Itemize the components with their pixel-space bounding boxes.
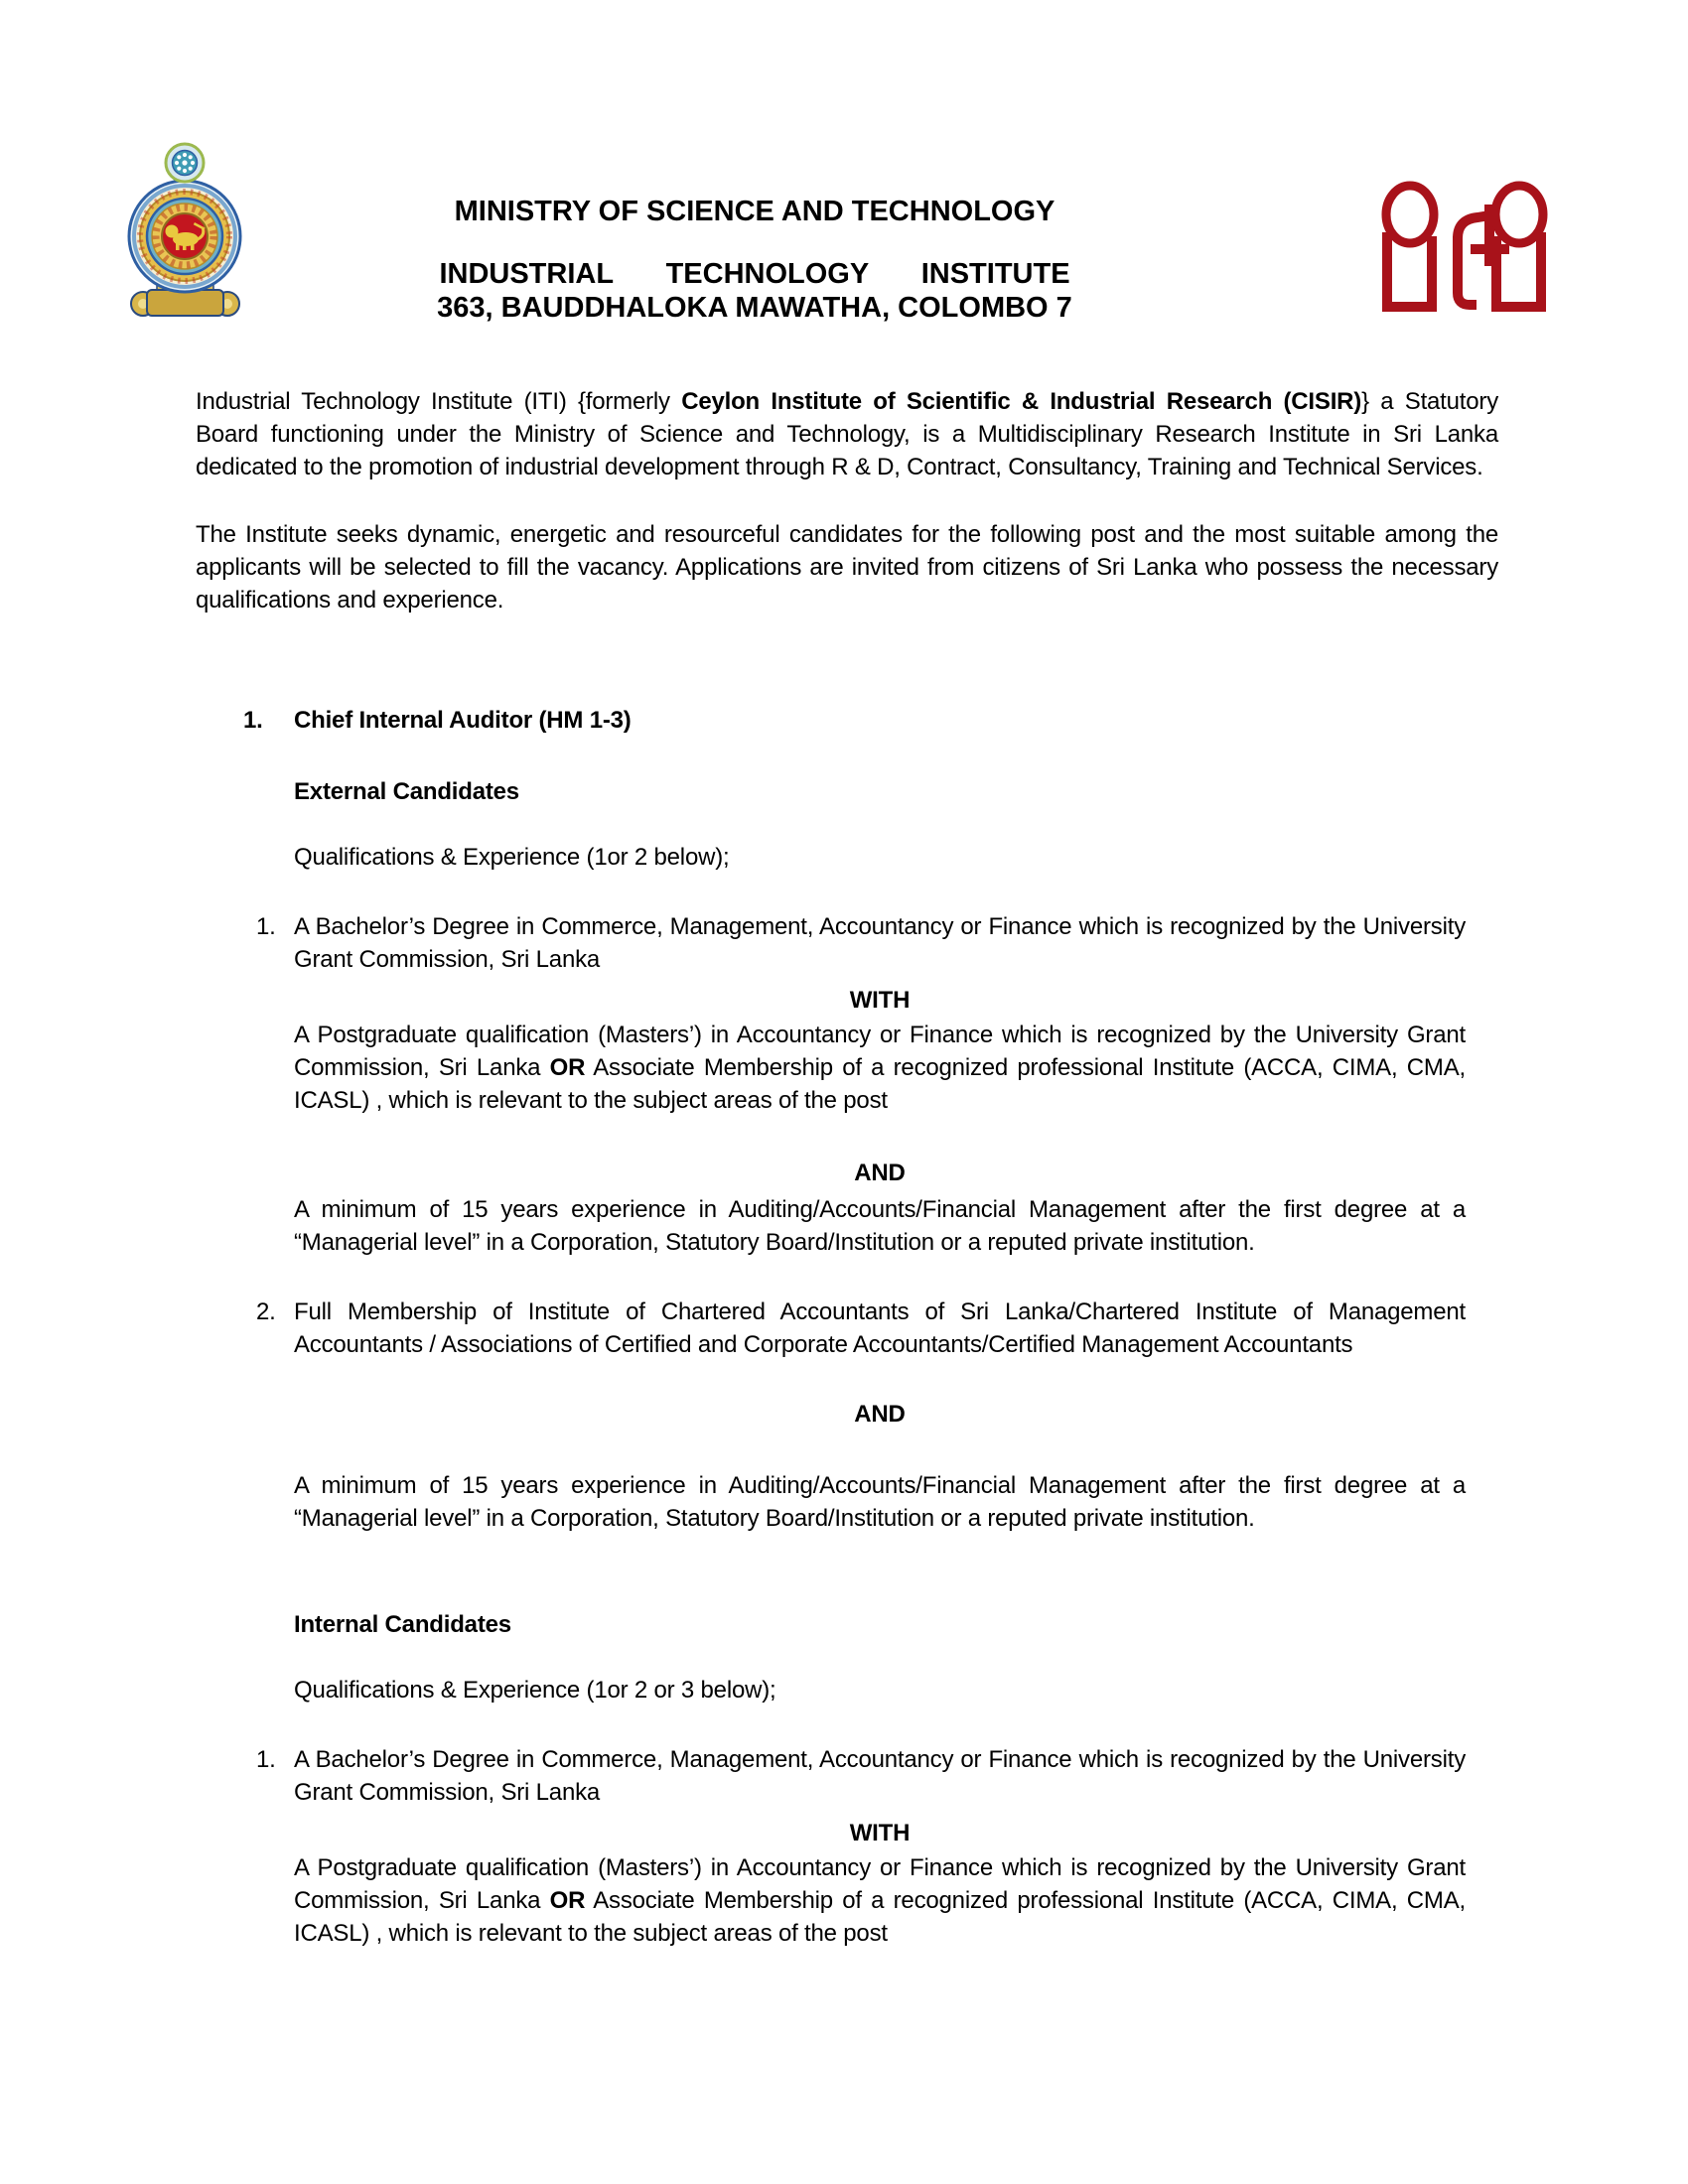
external-item-2-membership: Full Membership of Institute of Chartered Accountants of Sri Lanka/Chartered Institute of Management Accountants / Associations of Certified and Corporate Accountants/Certified Management Accountants — [294, 1298, 1466, 1358]
external-qualifications-note: Qualifications & Experience (1or 2 below); — [294, 844, 730, 871]
internal-item-1-postgraduate — [294, 1851, 1466, 1950]
intro-p1-pre: Industrial Technology Institute (ITI) {formerly — [196, 388, 682, 415]
intro-paragraph-1 — [196, 385, 1498, 483]
external-item-1-postgraduate — [294, 1019, 1466, 1117]
internal-candidates-heading: Internal Candidates — [294, 1611, 511, 1638]
intro-paragraph-2: The Institute seeks dynamic, energetic and resourceful candidates for the following post and the most suitable among the applicants will be selected to fill the vacancy. Applications are invited from citizens of Sri Lanka who possess the necessary qualifications and experience. — [196, 521, 1498, 614]
post-title: Chief Internal Auditor (HM 1-3) — [294, 707, 632, 734]
postgraduate-pre: A Postgraduate qualification (Masters’) in Accountancy or Finance which is recognized by the University Grant Commission, Sri Lanka — [294, 1854, 1466, 1914]
postgraduate-post: Associate Membership of a recognized professional Institute (ACCA, CIMA, CMA, ICASL) , which is relevant to the subject areas of the post — [294, 1054, 1466, 1114]
internal-item-1 — [256, 1743, 1466, 1950]
iti-monogram-icon — [1370, 175, 1554, 314]
postgraduate-post: Associate Membership of a recognized professional Institute (ACCA, CIMA, CMA, ICASL) , which is relevant to the subject areas of the post — [294, 1887, 1466, 1947]
or-inline: OR — [549, 1887, 586, 1914]
sri-lanka-emblem-icon — [113, 133, 257, 332]
post-heading — [243, 704, 1466, 737]
internal-qualifications-note: Qualifications & Experience (1or 2 or 3 below); — [294, 1677, 776, 1704]
external-item-1 — [256, 910, 1466, 1259]
external-item-2-number: 2. — [256, 1298, 276, 1325]
ministry-title: MINISTRY OF SCIENCE AND TECHNOLOGY — [454, 196, 1055, 227]
external-item-2-experience: A minimum of 15 years experience in Auditing/Accounts/Financial Management after the first degree at a “Managerial level” in a Corporation, Statutory Board/Institution or a reputed private institution. — [294, 1472, 1466, 1532]
institute-title: INDUSTRIAL TECHNOLOGY INSTITUTE — [439, 258, 1070, 290]
with-separator: WITH — [849, 1820, 911, 1846]
intro-p1-post: } a Statutory Board functioning under the Ministry of Science and Technology, is a Multidisciplinary Research Institute in Sri Lanka dedicated to the promotion of industrial development through R & D, Contract, Consultancy, Training and Technical Services. — [196, 388, 1499, 480]
vacancy-section — [196, 704, 1498, 1950]
institute-address: 363, BAUDDHALOKA MAWATHA, COLOMBO 7 — [437, 292, 1072, 324]
with-separator: WITH — [849, 987, 911, 1014]
post-number: 1. — [243, 707, 263, 734]
chakra-dots — [175, 153, 195, 173]
iti-logo — [1370, 175, 1554, 319]
intro-p1-bold-cisir: Ceylon Institute of Scientific & Industrial Research (CISIR) — [681, 388, 1362, 415]
postgraduate-pre: A Postgraduate qualification (Masters’) in Accountancy or Finance which is recognized by the University Grant Commission, Sri Lanka — [294, 1022, 1466, 1081]
and-separator: AND — [854, 1160, 906, 1186]
internal-item-1-number: 1. — [256, 1746, 276, 1773]
internal-item-1-degree: A Bachelor’s Degree in Commerce, Management, Accountancy or Finance which is recognized by the University Grant Commission, Sri Lanka — [294, 1746, 1466, 1806]
external-item-2 — [256, 1296, 1466, 1535]
external-item-1-degree: A Bachelor’s Degree in Commerce, Management, Accountancy or Finance which is recognized by the University Grant Commission, Sri Lanka — [294, 913, 1466, 973]
external-item-1-number: 1. — [256, 913, 276, 940]
or-inline: OR — [549, 1054, 586, 1081]
document-body — [196, 385, 1498, 1950]
external-candidates-heading: External Candidates — [294, 778, 519, 805]
sri-lanka-emblem-logo — [113, 133, 257, 337]
letterhead — [387, 195, 1122, 325]
external-item-1-experience: A minimum of 15 years experience in Auditing/Accounts/Financial Management after the first degree at a “Managerial level” in a Corporation, Statutory Board/Institution or a reputed private institution. — [294, 1196, 1466, 1256]
and-separator: AND — [854, 1401, 906, 1428]
